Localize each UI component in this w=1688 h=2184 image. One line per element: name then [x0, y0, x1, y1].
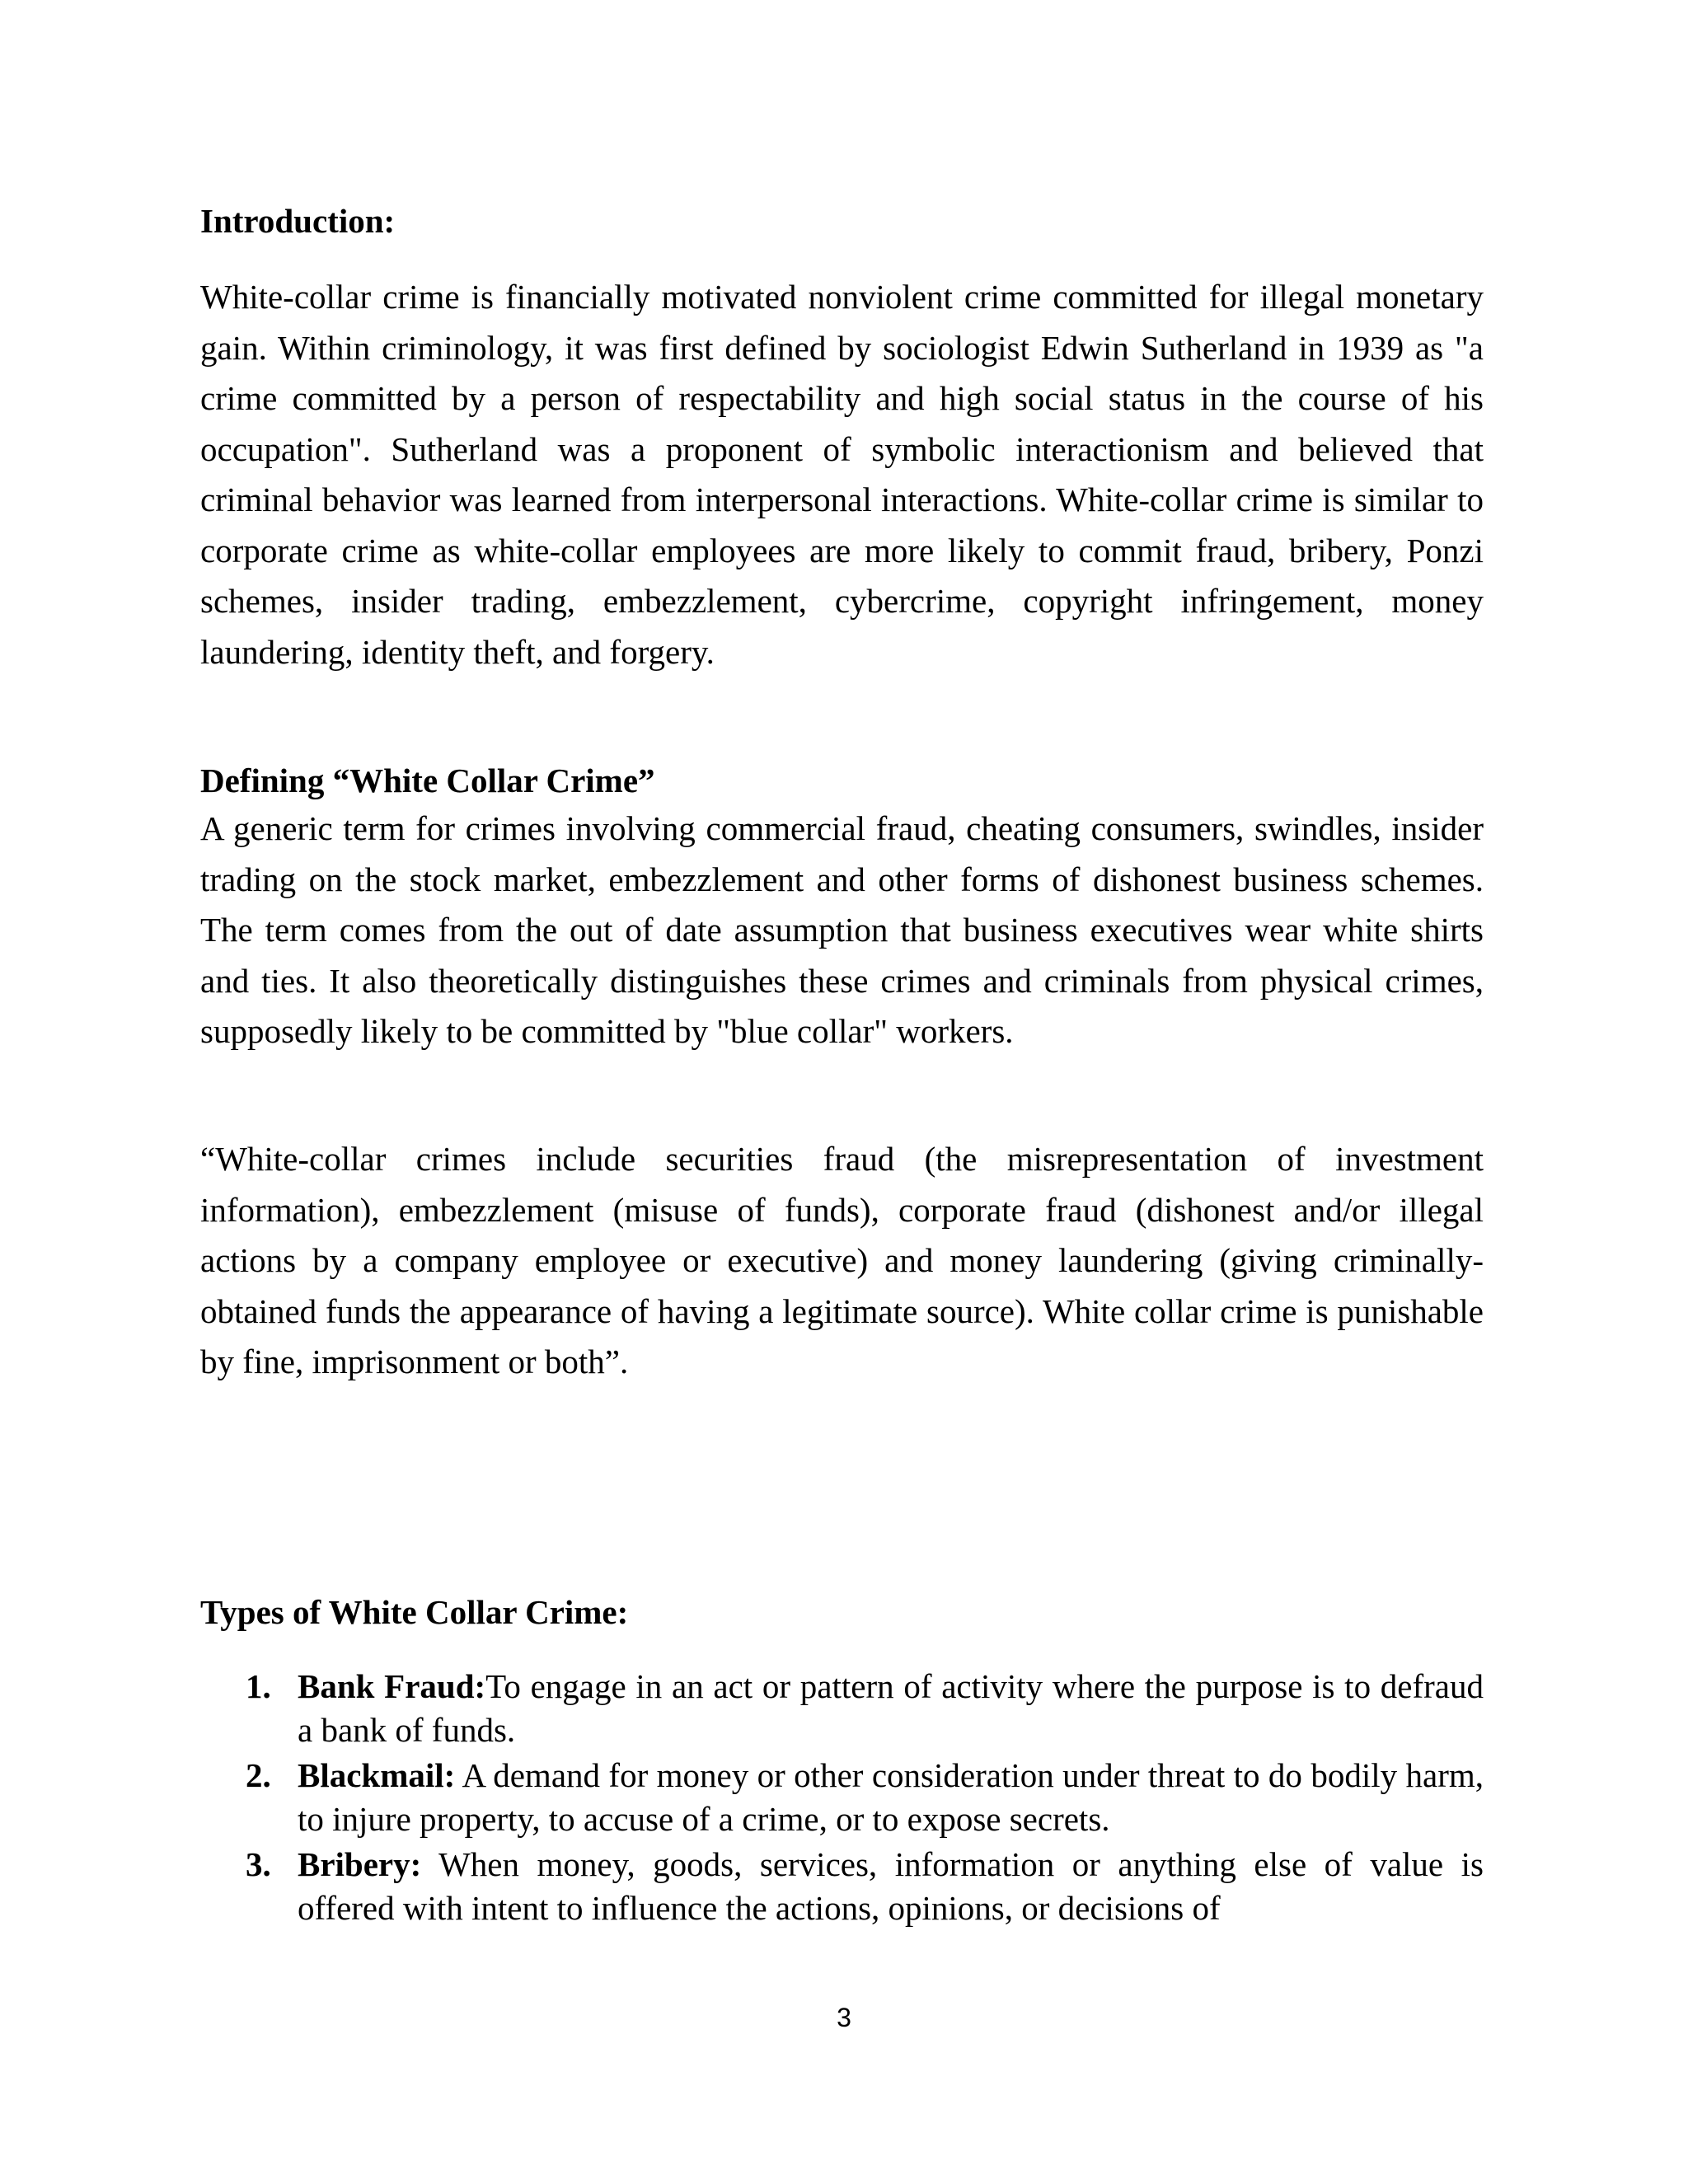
list-item-number: 1. [246, 1667, 271, 1705]
types-list [200, 1665, 1484, 1932]
defining-heading: Defining “White Collar Crime” [200, 762, 655, 799]
list-item-term: Bribery: [298, 1845, 422, 1883]
list-item-term: Bank Fraud: [298, 1667, 486, 1705]
list-item-text: To engage in an act or pattern of activity where the purpose is to defraud a bank of funds. [298, 1667, 1484, 1749]
list-item-number: 3. [246, 1845, 271, 1883]
types-heading: Types of White Collar Crime: [200, 1593, 629, 1631]
list-item [200, 1665, 1484, 1752]
list-item [200, 1754, 1484, 1841]
introduction-heading: Introduction: [200, 202, 396, 240]
list-item-term: Blackmail: [298, 1756, 456, 1794]
list-item [200, 1843, 1484, 1930]
list-item-text: A demand for money or other consideration under threat to do bodily harm, to injure property, to accuse of a crime, or to expose secrets. [298, 1756, 1484, 1838]
introduction-paragraph: White-collar crime is financially motivated nonviolent crime committed for illegal monetary gain. Within criminology, it was first defined by sociologist Edwin Sutherland in 1939 as "a crime committed by a person of respectability and high social status in the course of his occupation". Sutherland was a proponent of symbolic interactionism and believed that criminal behavior was learned from interpersonal interactions. White-collar crime is similar to corporate crime as white-collar employees are more likely to commit fraud, bribery, Ponzi schemes, insider trading, embezzlement, cybercrime, copyright infringement, money laundering, identity theft, and forgery. [200, 278, 1484, 671]
list-item-number: 2. [246, 1756, 271, 1794]
page-number: 3 [837, 2003, 851, 2032]
defining-paragraph: A generic term for crimes involving commercial fraud, cheating consumers, swindles, insider trading on the stock market, embezzlement and other forms of dishonest business schemes. The term comes from the out of date assumption that business executives wear white shirts and ties. It also theoretically distinguishes these crimes and criminals from physical crimes, supposedly likely to be committed by "blue collar" workers. [200, 809, 1484, 1050]
list-item-text: When money, goods, services, information or anything else of value is offered with intent to influence the actions, opinions, or decisions of [298, 1845, 1484, 1927]
definition-quote-paragraph: “White-collar crimes include securities fraud (the misrepresentation of investment information), embezzlement (misuse of funds), corporate fraud (dishonest and/or illegal actions by a company employee or executive) and money laundering (giving criminally-obtained funds the appearance of having a legitimate source). White collar crime is punishable by fine, imprisonment or both”. [200, 1140, 1484, 1380]
